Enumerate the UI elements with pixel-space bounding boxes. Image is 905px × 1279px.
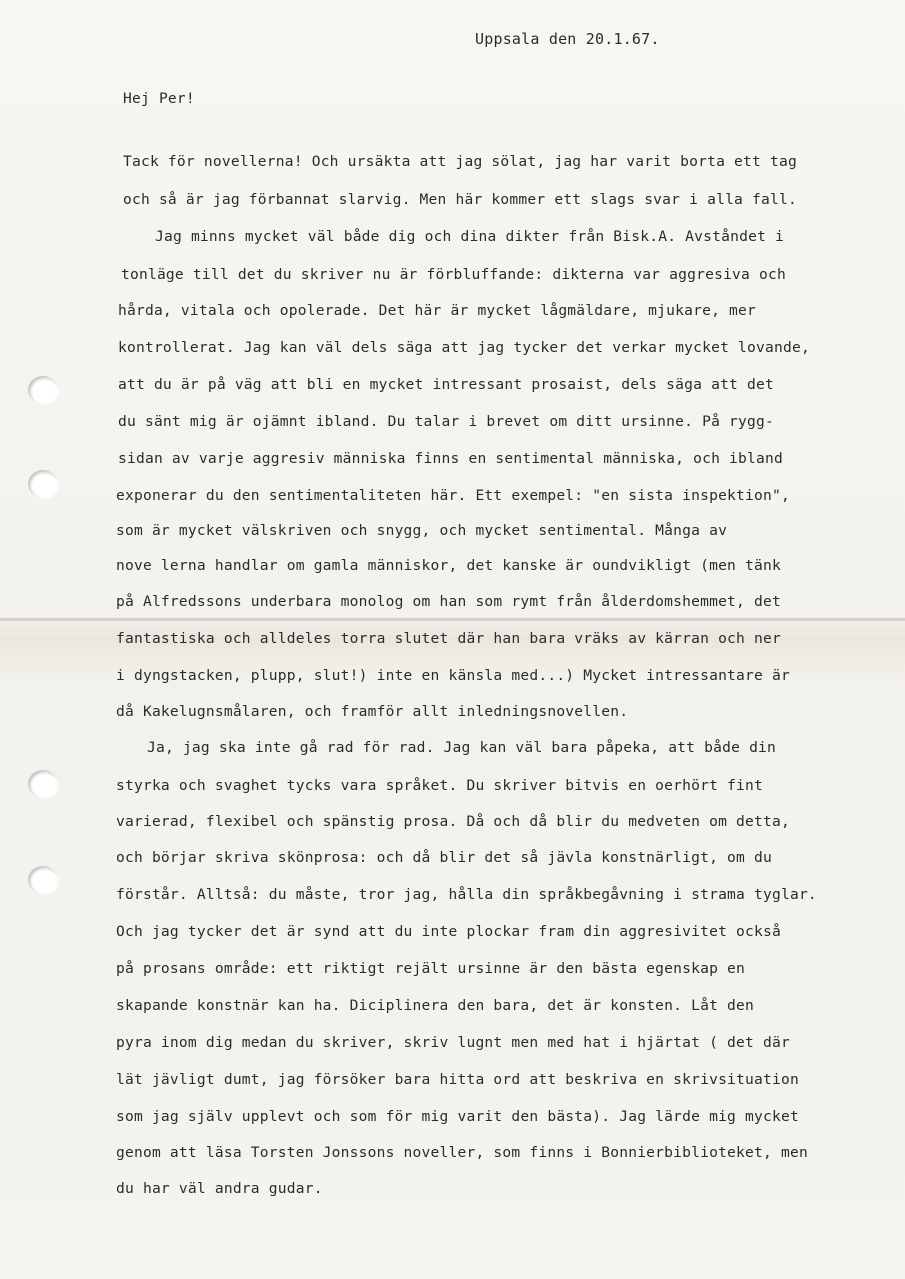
body-line: Och jag tycker det är synd att du inte plockar fram din aggresivitet också — [116, 923, 781, 940]
body-line: styrka och svaghet tycks vara språket. Du skriver bitvis en oerhört fint — [116, 777, 764, 794]
body-line: som är mycket välskriven och snygg, och mycket sentimental. Många av — [116, 522, 728, 539]
body-line: fantastiska och alldeles torra slutet där han bara vräks av kärran och ner — [116, 630, 781, 647]
punch-hole — [28, 376, 58, 404]
body-line: sidan av varje aggresiv människa finns en sentimental människa, och ibland — [118, 450, 783, 467]
body-line: varierad, flexibel och spänstig prosa. Då och då blir du medveten om detta, — [116, 813, 790, 830]
body-line: som jag själv upplevt och som för mig varit den bästa). Jag lärde mig mycket — [116, 1108, 799, 1125]
body-line: exponerar du den sentimentaliteten här. Ett exempel: "en sista inspektion", — [116, 487, 790, 504]
paper-fold — [0, 618, 905, 621]
body-line: lät jävligt dumt, jag försöker bara hitta ord att beskriva en skrivsituation — [116, 1071, 799, 1088]
body-line: kontrollerat. Jag kan väl dels säga att jag tycker det verkar mycket lovande, — [118, 339, 810, 356]
body-line: att du är på väg att bli en mycket intressant prosaist, dels säga att det — [118, 376, 774, 393]
punch-hole — [28, 866, 58, 894]
body-line: pyra inom dig medan du skriver, skriv lugnt men med hat i hjärtat ( det där — [116, 1034, 790, 1051]
body-line: Ja, jag ska inte gå rad för rad. Jag kan väl bara påpeka, att både din — [147, 739, 777, 756]
body-line: Jag minns mycket väl både dig och dina dikter från Bisk.A. Avståndet i — [155, 228, 785, 245]
body-line: och så är jag förbannat slarvig. Men här kommer ett slags svar i alla fall. — [123, 191, 797, 208]
body-line: i dyngstacken, plupp, slut!) inte en känsla med...) Mycket intressantare är — [116, 667, 790, 684]
body-line: hårda, vitala och opolerade. Det här är mycket lågmäldare, mjukare, mer — [118, 302, 757, 319]
greeting: Hej Per! — [123, 90, 195, 107]
body-line: förstår. Alltså: du måste, tror jag, hålla din språkbegåvning i strama tyglar. — [116, 886, 817, 903]
body-line: nove lerna handlar om gamla människor, det kanske är oundvikligt (men tänk — [116, 557, 781, 574]
body-line: på prosans område: ett riktigt rejält ursinne är den bästa egenskap en — [116, 960, 746, 977]
date-line: Uppsala den 20.1.67. — [475, 30, 660, 48]
body-line: tonläge till det du skriver nu är förbluffande: dikterna var aggresiva och — [121, 266, 786, 283]
punch-hole — [28, 770, 58, 798]
body-line: på Alfredssons underbara monolog om han som rymt från ålderdomshemmet, det — [116, 593, 781, 610]
punch-hole — [28, 470, 58, 498]
body-line: och börjar skriva skönprosa: och då blir det så jävla konstnärligt, om du — [116, 849, 772, 866]
body-line: genom att läsa Torsten Jonssons noveller, som finns i Bonnierbiblioteket, men — [116, 1144, 808, 1161]
body-line: Tack för novellerna! Och ursäkta att jag sölat, jag har varit borta ett tag — [123, 153, 797, 170]
body-line: du sänt mig är ojämnt ibland. Du talar i brevet om ditt ursinne. På rygg- — [118, 413, 774, 430]
body-line: skapande konstnär kan ha. Diciplinera den bara, det är konsten. Låt den — [116, 997, 755, 1014]
body-line: du har väl andra gudar. — [116, 1180, 323, 1197]
body-line: då Kakelugnsmålaren, och framför allt inledningsnovellen. — [116, 703, 629, 720]
